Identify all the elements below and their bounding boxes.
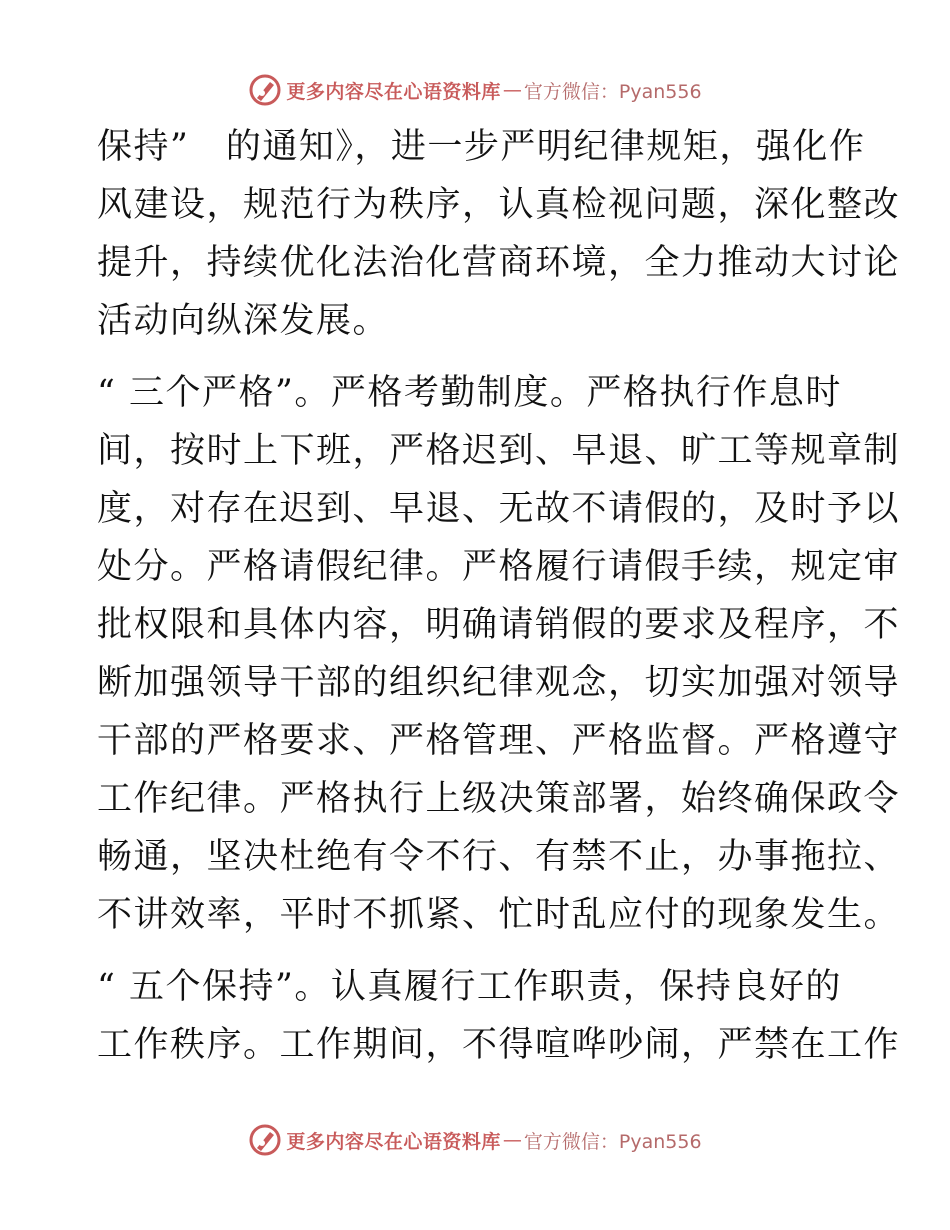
text-line: 保持” 的通知》，进一步严明纪律规矩，强化作	[97, 127, 866, 167]
paragraph	[97, 118, 901, 350]
text-line: 活动向纵深发展。	[97, 301, 390, 341]
pen-logo-icon	[248, 73, 282, 107]
watermark-text: 更多内容尽在心语资料库	[286, 80, 501, 103]
text-line: 工作秩序。工作期间，不得喧哗吵闹，严禁在工作	[97, 1025, 901, 1065]
watermark-text: 更多内容尽在心语资料库	[286, 1130, 501, 1153]
watermark-wechat: 官方微信：Pyan556	[523, 1130, 702, 1153]
watermark-separator: —	[502, 1129, 522, 1151]
text-line: 处分。严格请假纪律。严格履行请假手续，规定审	[97, 547, 901, 587]
pen-logo-icon	[248, 1123, 282, 1157]
text-line: 批权限和具体内容，明确请销假的要求及程序，不	[97, 605, 901, 645]
text-line: “ 三个严格”。严格考勤制度。严格执行作息时	[97, 373, 842, 413]
text-line: 提升，持续优化法治化营商环境，全力推动大讨论	[97, 243, 901, 283]
text-line: 畅通，坚决杜绝有令不行、有禁不止，办事拖拉、	[97, 837, 901, 877]
text-line: 风建设，规范行为秩序，认真检视问题，深化整改	[97, 185, 901, 225]
document-body	[97, 118, 901, 1074]
text-line: 间，按时上下班，严格迟到、早退、旷工等规章制	[97, 431, 901, 471]
text-line: 不讲效率，平时不抓紧、忙时乱应付的现象发生。	[97, 895, 901, 935]
watermark-separator: —	[502, 79, 522, 101]
paragraph	[97, 364, 901, 944]
text-line: 度，对存在迟到、早退、无故不请假的，及时予以	[97, 489, 901, 529]
footer-watermark	[0, 1120, 950, 1160]
text-line: “ 五个保持”。认真履行工作职责，保持良好的	[97, 967, 842, 1007]
text-line: 干部的严格要求、严格管理、严格监督。严格遵守	[97, 721, 901, 761]
paragraph	[97, 958, 901, 1074]
header-watermark	[0, 70, 950, 110]
text-line: 工作纪律。严格执行上级决策部署，始终确保政令	[97, 779, 901, 819]
watermark-wechat: 官方微信：Pyan556	[523, 80, 702, 103]
text-line: 断加强领导干部的组织纪律观念，切实加强对领导	[97, 663, 901, 703]
